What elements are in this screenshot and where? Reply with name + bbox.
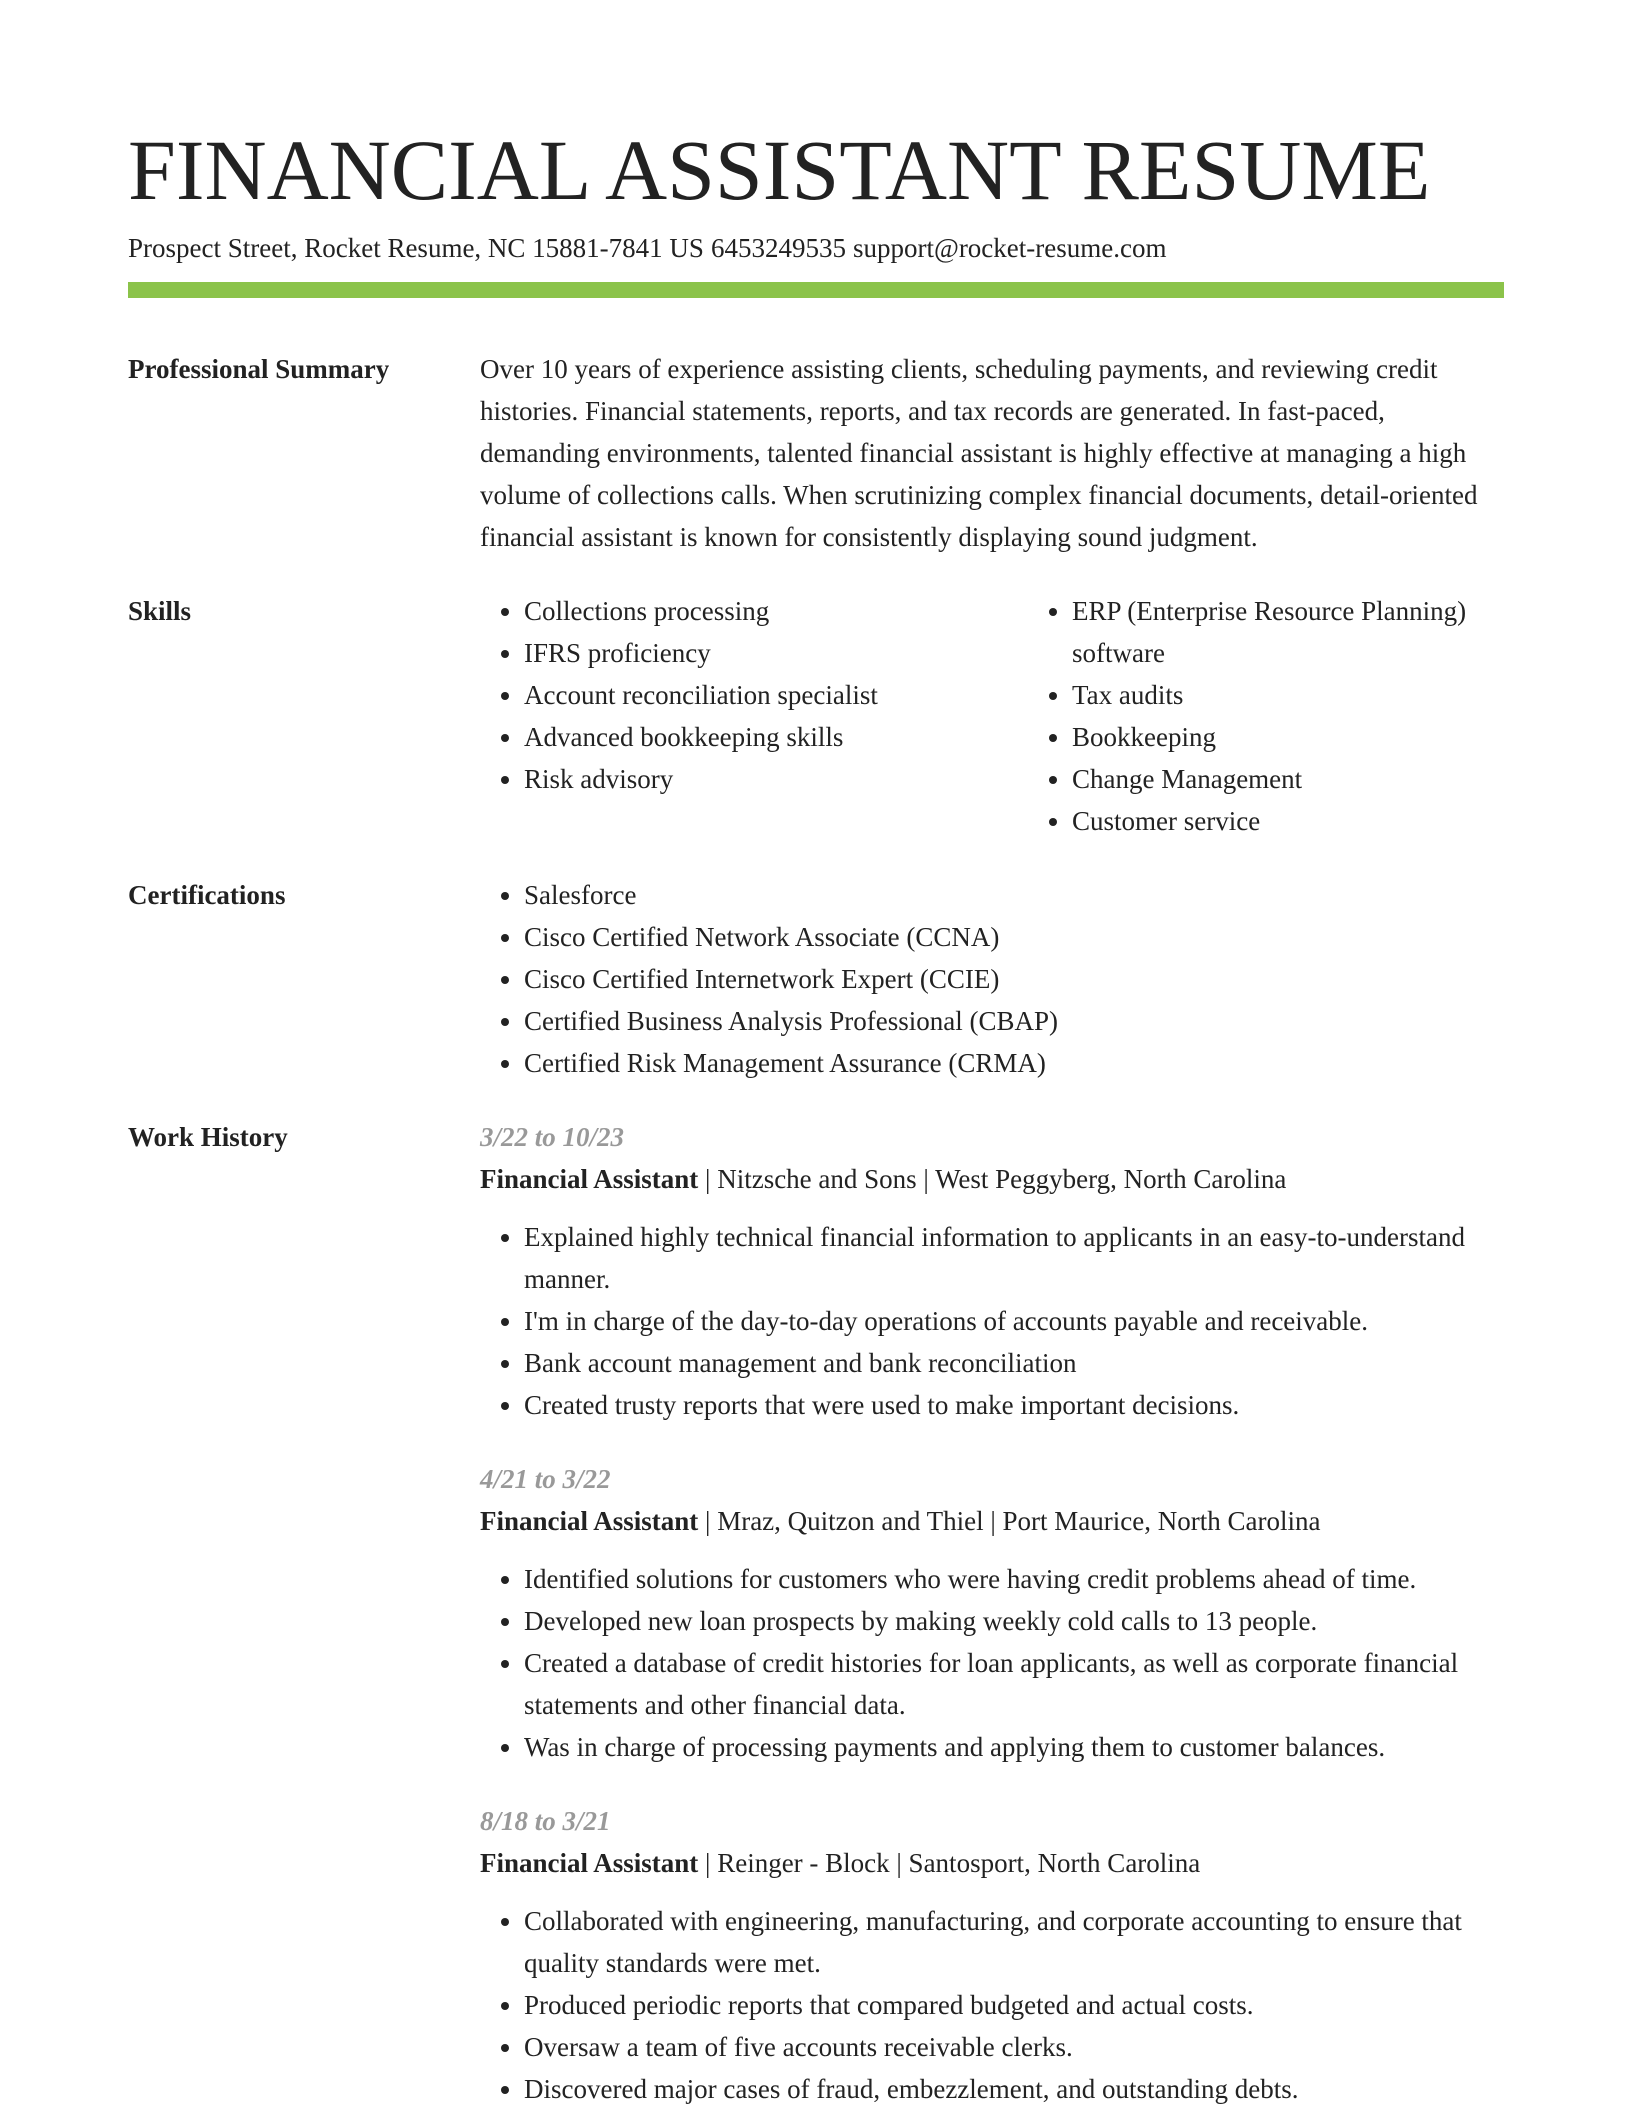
certifications-list — [480, 874, 1504, 1084]
contact-email: support@rocket-resume.com — [852, 233, 1167, 263]
resume-title: FINANCIAL ASSISTANT RESUME — [128, 122, 1431, 218]
skill-item: • Change Management — [1072, 758, 1504, 800]
certification-item: • Cisco Certified Network Associate (CCNA) — [524, 916, 1504, 958]
contact-address: Prospect Street, Rocket Resume, NC 15881-7841 US — [128, 233, 704, 263]
skill-item: • Risk advisory — [524, 758, 1028, 800]
job-bullet: • Explained highly technical financial information to applicants in an easy-to-understand manner. — [524, 1216, 1504, 1300]
job-bullet: • Was in charge of processing payments and applying them to customer balances. — [524, 1726, 1504, 1768]
summary-heading: Professional Summary — [128, 354, 390, 384]
skill-item: • Bookkeeping — [1072, 716, 1504, 758]
certification-item: • Salesforce — [524, 874, 1504, 916]
job-bullet: • Identified solutions for customers who were having credit problems ahead of time. — [524, 1558, 1504, 1600]
job-entry — [480, 1800, 1504, 2110]
certifications-heading: Certifications — [128, 880, 286, 910]
summary-section — [128, 348, 1504, 558]
job-title: Financial Assistant — [480, 1164, 699, 1194]
job-dates: 3/22 to 10/23 — [480, 1122, 625, 1152]
certification-item: • Cisco Certified Internetwork Expert (CCIE) — [524, 958, 1504, 1000]
skill-item: • Customer service — [1072, 800, 1504, 842]
job-title: Financial Assistant — [480, 1848, 699, 1878]
job-bullet: • Developed new loan prospects by making weekly cold calls to 13 people. — [524, 1600, 1504, 1642]
certifications-body — [480, 874, 1504, 1084]
certification-item: • Certified Business Analysis Professional (CBAP) — [524, 1000, 1504, 1042]
job-bullet: • Produced periodic reports that compared budgeted and actual costs. — [524, 1984, 1504, 2026]
job-bullet: • Collaborated with engineering, manufacturing, and corporate accounting to ensure that quality standards were met. — [524, 1900, 1504, 1984]
work-history-section — [128, 1116, 1504, 2110]
certifications-section — [128, 874, 1504, 1084]
work-history-heading: Work History — [128, 1122, 288, 1152]
job-bullet: • Bank account management and bank reconciliation — [524, 1342, 1504, 1384]
job-dates: 8/18 to 3/21 — [480, 1806, 611, 1836]
skill-item: • IFRS proficiency — [524, 632, 1028, 674]
skills-list-right — [1028, 590, 1504, 842]
header-divider — [128, 282, 1504, 298]
resume-page — [128, 0, 1504, 2110]
skill-item: • Advanced bookkeeping skills — [524, 716, 1028, 758]
job-bullet: • Created a database of credit histories for loan applicants, as well as corporate financial statements and other financial data. — [524, 1642, 1504, 1726]
job-entry — [480, 1458, 1504, 1768]
job-title: Financial Assistant — [480, 1506, 699, 1536]
job-entry — [480, 1116, 1504, 1426]
job-bullet: • Created trusty reports that were used to make important decisions. — [524, 1384, 1504, 1426]
skill-item: • Tax audits — [1072, 674, 1504, 716]
skills-list-left — [480, 590, 1028, 842]
skills-section — [128, 590, 1504, 842]
job-bullets — [480, 1900, 1504, 2110]
job-dates: 4/21 to 3/22 — [480, 1464, 611, 1494]
job-bullet: • I'm in charge of the day-to-day operations of accounts payable and receivable. — [524, 1300, 1504, 1342]
contact-line — [128, 230, 1504, 266]
job-bullet: • Discovered major cases of fraud, embezzlement, and outstanding debts. — [524, 2068, 1504, 2110]
skill-item: • ERP (Enterprise Resource Planning) software — [1072, 590, 1504, 674]
job-details: | Mraz, Quitzon and Thiel | Port Maurice, North Carolina — [698, 1506, 1321, 1536]
skill-item: • Collections processing — [524, 590, 1028, 632]
summary-text: Over 10 years of experience assisting clients, scheduling payments, and reviewing credit histories. Financial statements, reports, and tax records are generated. In fast-paced, demanding environments, talented financial assistant is highly effective at managing a high volume of collections calls. When scrutinizing complex financial documents, detail-oriented financial assistant is known for consistently displaying sound judgment. — [480, 354, 1478, 552]
job-bullet: • Oversaw a team of five accounts receivable clerks. — [524, 2026, 1504, 2068]
skills-columns — [480, 590, 1504, 842]
job-title-line — [480, 1158, 1504, 1200]
job-title-line — [480, 1842, 1504, 1884]
job-bullets — [480, 1558, 1504, 1768]
job-details: | Reinger - Block | Santosport, North Carolina — [698, 1848, 1201, 1878]
work-history-body — [480, 1116, 1504, 2110]
contact-phone: 6453249535 — [710, 233, 846, 263]
certification-item: • Certified Risk Management Assurance (CRMA) — [524, 1042, 1504, 1084]
job-details: | Nitzsche and Sons | West Peggyberg, North Carolina — [698, 1164, 1287, 1194]
skills-heading: Skills — [128, 596, 192, 626]
job-bullets — [480, 1216, 1504, 1426]
skill-item: • Account reconciliation specialist — [524, 674, 1028, 716]
job-title-line — [480, 1500, 1504, 1542]
